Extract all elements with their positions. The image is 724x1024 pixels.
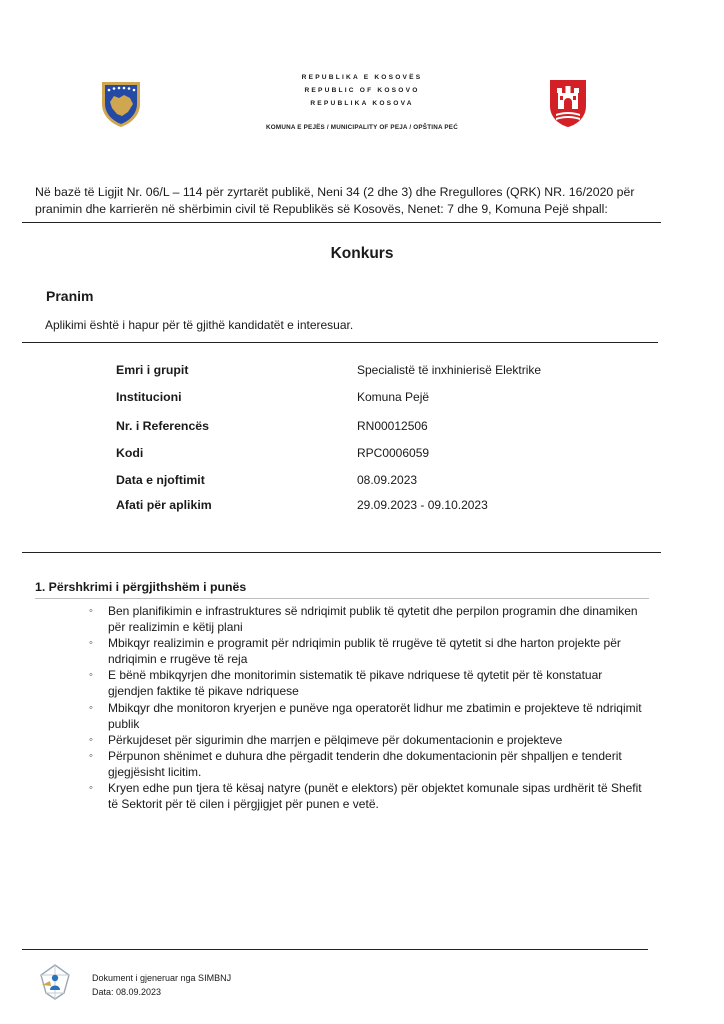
divider [22,342,658,343]
page-subtitle: Pranim [46,288,94,304]
info-row [0,498,724,518]
info-row [0,419,724,439]
divider [22,222,661,223]
list-item-text: Mbikqyr realizimin e programit për ndriqimin publik të rrugëve të qytetit si dhe harton projekte për ndriqimin e rrugëve të reja [108,636,621,667]
header-municipality: KOMUNA E PEJËS / MUNICIPALITY OF PEJA / OPŠTINA PEĆ [266,124,458,131]
info-label: Emri i grupit [116,363,189,377]
info-row [0,390,724,410]
list-item [89,635,649,667]
bullet-circle-icon: ◦ [89,701,93,714]
list-item [89,700,649,732]
list-item-text: Ben planifikimin e infrastruktures së ndriqimit publik të qytetit dhe perpilon programin dhe dinamiken për realizimin e këtij plani [108,604,638,635]
header-country-serbian: REPUBLIKA KOSOVA [310,100,414,107]
section-divider [35,598,649,599]
info-label: Institucioni [116,390,182,404]
list-item-text: Mbikqyr dhe monitoron kryerjen e punëve nga operatorët lidhur me zbatimin e projekteve të ndriqimit publik [108,700,642,731]
section-title: 1. Përshkrimi i përgjithshëm i punës [35,580,247,594]
list-item-text: Kryen edhe pun tjera të kësaj natyre (punët e elektors) për objektet komunale sipas urdhërit të Shefit të Sektorit për të cilen i përgjigjet për punen e vetë. [108,781,642,812]
header-country-english: REPUBLIC OF KOSOVO [304,87,420,94]
info-value: 08.09.2023 [357,473,418,487]
bullet-circle-icon: ◦ [89,733,93,746]
info-value: Specialistë të inxhinierisë Elektrike [357,363,542,377]
info-value: RPC0006059 [357,446,430,460]
job-description-list [89,603,649,812]
header-country-albanian: REPUBLIKA E KOSOVËS [301,74,423,81]
peja-coat-of-arms-icon [548,78,588,128]
info-value: Komuna Pejë [357,390,430,404]
info-value: 29.09.2023 - 09.10.2023 [357,498,488,512]
info-label: Kodi [116,446,144,460]
legal-basis-paragraph: Në bazë të Ligjit Nr. 06/L – 114 për zyrtarët publikë, Neni 34 (2 dhe 3) dhe Rregullores (QRK) NR. 16/2020 për pranimin dhe karrierën në shërbimin civil të Republikës së Kosovës, Nenet: 7 dhe 9, Komuna Pejë shpall: [35,185,635,216]
bullet-circle-icon: ◦ [89,637,93,650]
info-value: RN00012506 [357,419,428,433]
footer-generated-by: Dokument i gjeneruar nga SIMBNJ [92,973,232,983]
info-label: Nr. i Referencës [116,419,209,433]
info-row [0,446,724,466]
footer-text [92,971,231,999]
list-item-text: Përkujdeset për sigurimin dhe marrjen e pëlqimeve për dokumentacionin e projekteve [108,732,563,747]
bullet-circle-icon: ◦ [89,749,93,762]
footer-date: Data: 08.09.2023 [92,987,162,997]
info-row [0,473,724,493]
list-item [89,780,649,812]
divider [22,552,661,553]
list-item [89,667,649,699]
bullet-circle-icon: ◦ [89,782,93,795]
list-item [89,732,649,748]
list-item-text: Përpunon shënimet e duhura dhe përgadit tenderin dhe dokumentacionin për shpalljen e tenderit gjegjësisht licitim. [108,748,622,779]
page-title: Konkurs [330,245,394,262]
info-label: Afati për aplikim [116,498,212,512]
info-row [0,363,724,383]
bullet-circle-icon: ◦ [89,605,93,617]
application-note: Aplikimi është i hapur për të gjithë kandidatët e interesuar. [45,318,354,332]
info-label: Data e njoftimit [116,473,205,487]
bullet-circle-icon: ◦ [89,669,93,682]
list-item [89,748,649,780]
simbnj-logo-icon [38,963,72,1001]
footer-divider [22,949,648,950]
list-item-text: E bënë mbikqyrjen dhe monitorimin sistematik të pikave ndriquese të qytetit për të konstatuar gjendjen faktike të pikave ndriquese [108,668,603,699]
list-item [89,603,649,635]
